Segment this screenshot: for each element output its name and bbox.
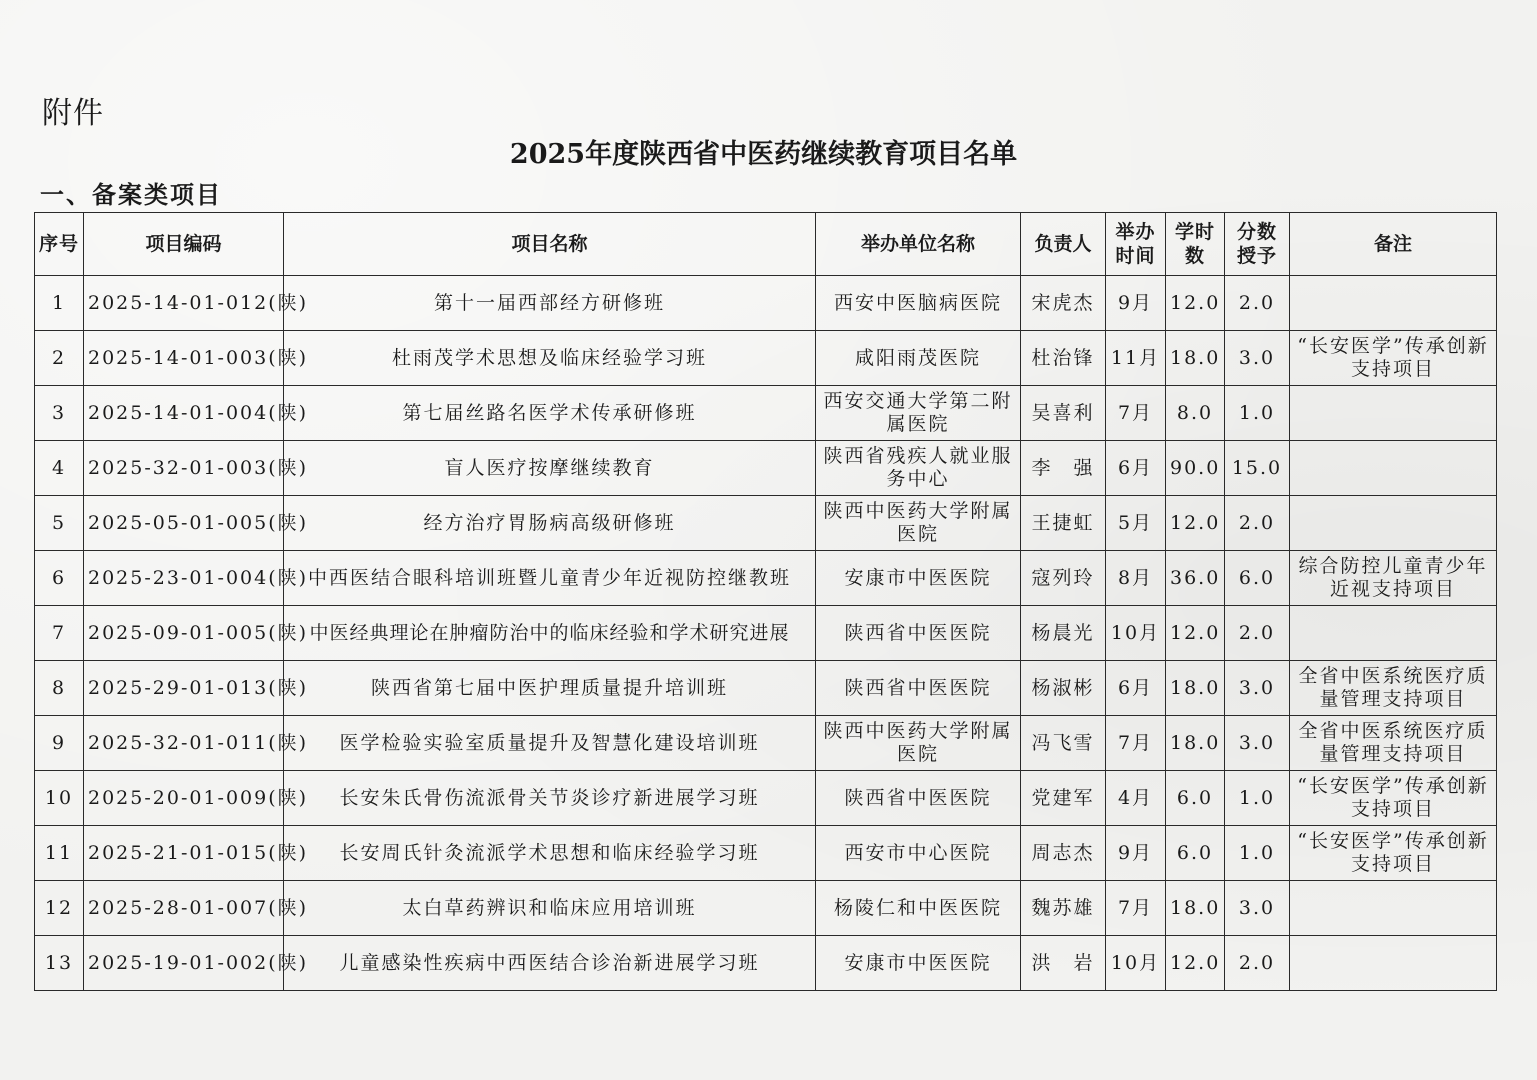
cell-note: 综合防控儿童青少年近视支持项目 (1290, 551, 1497, 606)
cell-time: 7月 (1106, 386, 1166, 441)
cell-hours: 12.0 (1166, 496, 1225, 551)
cell-code: 2025-32-01-011(陕) (84, 716, 284, 771)
cell-no: 1 (35, 276, 84, 331)
cell-time: 10月 (1106, 606, 1166, 661)
cell-code: 2025-29-01-013(陕) (84, 661, 284, 716)
cell-name: 陕西省第七届中医护理质量提升培训班 (284, 661, 816, 716)
table-row (35, 386, 1497, 441)
table-row (35, 551, 1497, 606)
cell-name: 长安朱氏骨伤流派骨关节炎诊疗新进展学习班 (284, 771, 816, 826)
cell-no: 9 (35, 716, 84, 771)
col-header-note: 备注 (1290, 213, 1497, 276)
cell-no: 5 (35, 496, 84, 551)
table-row (35, 716, 1497, 771)
cell-score: 2.0 (1225, 496, 1290, 551)
cell-note (1290, 881, 1497, 936)
cell-note (1290, 386, 1497, 441)
cell-unit: 陕西省残疾人就业服务中心 (816, 441, 1021, 496)
cell-unit: 安康市中医医院 (816, 936, 1021, 991)
table-row (35, 661, 1497, 716)
table-row (35, 276, 1497, 331)
section-title: 一、备案类项目 (40, 181, 222, 209)
cell-name: 儿童感染性疾病中西医结合诊治新进展学习班 (284, 936, 816, 991)
col-header-score: 分数授予 (1225, 213, 1290, 276)
cell-lead: 魏苏雄 (1021, 881, 1106, 936)
cell-no: 7 (35, 606, 84, 661)
cell-time: 6月 (1106, 441, 1166, 496)
cell-hours: 18.0 (1166, 716, 1225, 771)
table-row (35, 441, 1497, 496)
cell-code: 2025-14-01-003(陕) (84, 331, 284, 386)
cell-name: 杜雨茂学术思想及临床经验学习班 (284, 331, 816, 386)
cell-unit: 陕西中医药大学附属医院 (816, 716, 1021, 771)
col-header-unit: 举办单位名称 (816, 213, 1021, 276)
cell-time: 9月 (1106, 826, 1166, 881)
cell-score: 3.0 (1225, 661, 1290, 716)
cell-code: 2025-28-01-007(陕) (84, 881, 284, 936)
cell-time: 9月 (1106, 276, 1166, 331)
cell-lead: 周志杰 (1021, 826, 1106, 881)
cell-note (1290, 606, 1497, 661)
cell-no: 6 (35, 551, 84, 606)
cell-note (1290, 496, 1497, 551)
cell-unit: 陕西省中医医院 (816, 661, 1021, 716)
cell-no: 8 (35, 661, 84, 716)
col-header-time: 举办时间 (1106, 213, 1166, 276)
cell-no: 12 (35, 881, 84, 936)
cell-name: 第七届丝路名医学术传承研修班 (284, 386, 816, 441)
cell-note: 全省中医系统医疗质量管理支持项目 (1290, 716, 1497, 771)
cell-unit: 西安市中心医院 (816, 826, 1021, 881)
cell-no: 4 (35, 441, 84, 496)
cell-code: 2025-09-01-005(陕) (84, 606, 284, 661)
cell-lead: 洪 岩 (1021, 936, 1106, 991)
cell-lead: 李 强 (1021, 441, 1106, 496)
col-header-hours: 学时数 (1166, 213, 1225, 276)
cell-lead: 冯飞雪 (1021, 716, 1106, 771)
cell-hours: 18.0 (1166, 661, 1225, 716)
cell-unit: 西安交通大学第二附属医院 (816, 386, 1021, 441)
cell-name: 经方治疗胃肠病高级研修班 (284, 496, 816, 551)
cell-unit: 安康市中医医院 (816, 551, 1021, 606)
cell-name: 中医经典理论在肿瘤防治中的临床经验和学术研究进展 (284, 606, 816, 661)
cell-code: 2025-20-01-009(陕) (84, 771, 284, 826)
cell-name: 盲人医疗按摩继续教育 (284, 441, 816, 496)
cell-hours: 18.0 (1166, 331, 1225, 386)
cell-time: 10月 (1106, 936, 1166, 991)
cell-lead: 王捷虹 (1021, 496, 1106, 551)
table-row (35, 936, 1497, 991)
col-header-code: 项目编码 (84, 213, 284, 276)
cell-name: 中西医结合眼科培训班暨儿童青少年近视防控继教班 (284, 551, 816, 606)
cell-hours: 6.0 (1166, 826, 1225, 881)
cell-lead: 吴喜利 (1021, 386, 1106, 441)
cell-note (1290, 276, 1497, 331)
cell-unit: 咸阳雨茂医院 (816, 331, 1021, 386)
cell-note (1290, 441, 1497, 496)
cell-hours: 12.0 (1166, 936, 1225, 991)
cell-unit: 陕西省中医医院 (816, 771, 1021, 826)
cell-hours: 8.0 (1166, 386, 1225, 441)
cell-code: 2025-19-01-002(陕) (84, 936, 284, 991)
cell-score: 15.0 (1225, 441, 1290, 496)
document-title (0, 132, 1537, 171)
cell-time: 4月 (1106, 771, 1166, 826)
cell-no: 2 (35, 331, 84, 386)
cell-note: “长安医学”传承创新支持项目 (1290, 331, 1497, 386)
table-row (35, 826, 1497, 881)
cell-unit: 陕西省中医医院 (816, 606, 1021, 661)
cell-score: 6.0 (1225, 551, 1290, 606)
cell-score: 1.0 (1225, 386, 1290, 441)
cell-hours: 6.0 (1166, 771, 1225, 826)
cell-name: 第十一届西部经方研修班 (284, 276, 816, 331)
table-body (35, 276, 1497, 991)
cell-unit: 杨陵仁和中医医院 (816, 881, 1021, 936)
cell-hours: 36.0 (1166, 551, 1225, 606)
cell-score: 2.0 (1225, 606, 1290, 661)
cell-time: 7月 (1106, 881, 1166, 936)
cell-score: 3.0 (1225, 331, 1290, 386)
cell-unit: 陕西中医药大学附属医院 (816, 496, 1021, 551)
cell-note (1290, 936, 1497, 991)
cell-score: 2.0 (1225, 936, 1290, 991)
col-header-name: 项目名称 (284, 213, 816, 276)
col-header-no: 序号 (35, 213, 84, 276)
cell-code: 2025-23-01-004(陕) (84, 551, 284, 606)
project-table (34, 212, 1497, 991)
cell-time: 8月 (1106, 551, 1166, 606)
cell-score: 2.0 (1225, 276, 1290, 331)
cell-hours: 12.0 (1166, 276, 1225, 331)
table-header-row (35, 213, 1497, 276)
cell-lead: 杨晨光 (1021, 606, 1106, 661)
cell-no: 3 (35, 386, 84, 441)
cell-hours: 90.0 (1166, 441, 1225, 496)
document-title-text: 2025年度陕西省中医药继续教育项目名单 (509, 139, 1018, 170)
cell-score: 1.0 (1225, 771, 1290, 826)
cell-code: 2025-21-01-015(陕) (84, 826, 284, 881)
attachment-label: 附件 (42, 96, 104, 131)
cell-time: 5月 (1106, 496, 1166, 551)
cell-no: 11 (35, 826, 84, 881)
cell-note: “长安医学”传承创新支持项目 (1290, 826, 1497, 881)
table-row (35, 331, 1497, 386)
col-header-lead: 负责人 (1021, 213, 1106, 276)
table-row (35, 771, 1497, 826)
cell-lead: 杜治锋 (1021, 331, 1106, 386)
cell-no: 10 (35, 771, 84, 826)
cell-score: 3.0 (1225, 881, 1290, 936)
cell-lead: 宋虎杰 (1021, 276, 1106, 331)
cell-name: 太白草药辨识和临床应用培训班 (284, 881, 816, 936)
cell-lead: 寇列玲 (1021, 551, 1106, 606)
cell-hours: 12.0 (1166, 606, 1225, 661)
cell-code: 2025-05-01-005(陕) (84, 496, 284, 551)
cell-score: 3.0 (1225, 716, 1290, 771)
cell-lead: 杨淑彬 (1021, 661, 1106, 716)
cell-hours: 18.0 (1166, 881, 1225, 936)
cell-score: 1.0 (1225, 826, 1290, 881)
cell-time: 11月 (1106, 331, 1166, 386)
cell-note: 全省中医系统医疗质量管理支持项目 (1290, 661, 1497, 716)
cell-name: 长安周氏针灸流派学术思想和临床经验学习班 (284, 826, 816, 881)
cell-unit: 西安中医脑病医院 (816, 276, 1021, 331)
cell-lead: 党建军 (1021, 771, 1106, 826)
cell-time: 7月 (1106, 716, 1166, 771)
cell-code: 2025-14-01-004(陕) (84, 386, 284, 441)
cell-name: 医学检验实验室质量提升及智慧化建设培训班 (284, 716, 816, 771)
table-row (35, 496, 1497, 551)
cell-no: 13 (35, 936, 84, 991)
cell-code: 2025-32-01-003(陕) (84, 441, 284, 496)
table-row (35, 606, 1497, 661)
cell-code: 2025-14-01-012(陕) (84, 276, 284, 331)
cell-note: “长安医学”传承创新支持项目 (1290, 771, 1497, 826)
table-row (35, 881, 1497, 936)
cell-time: 6月 (1106, 661, 1166, 716)
